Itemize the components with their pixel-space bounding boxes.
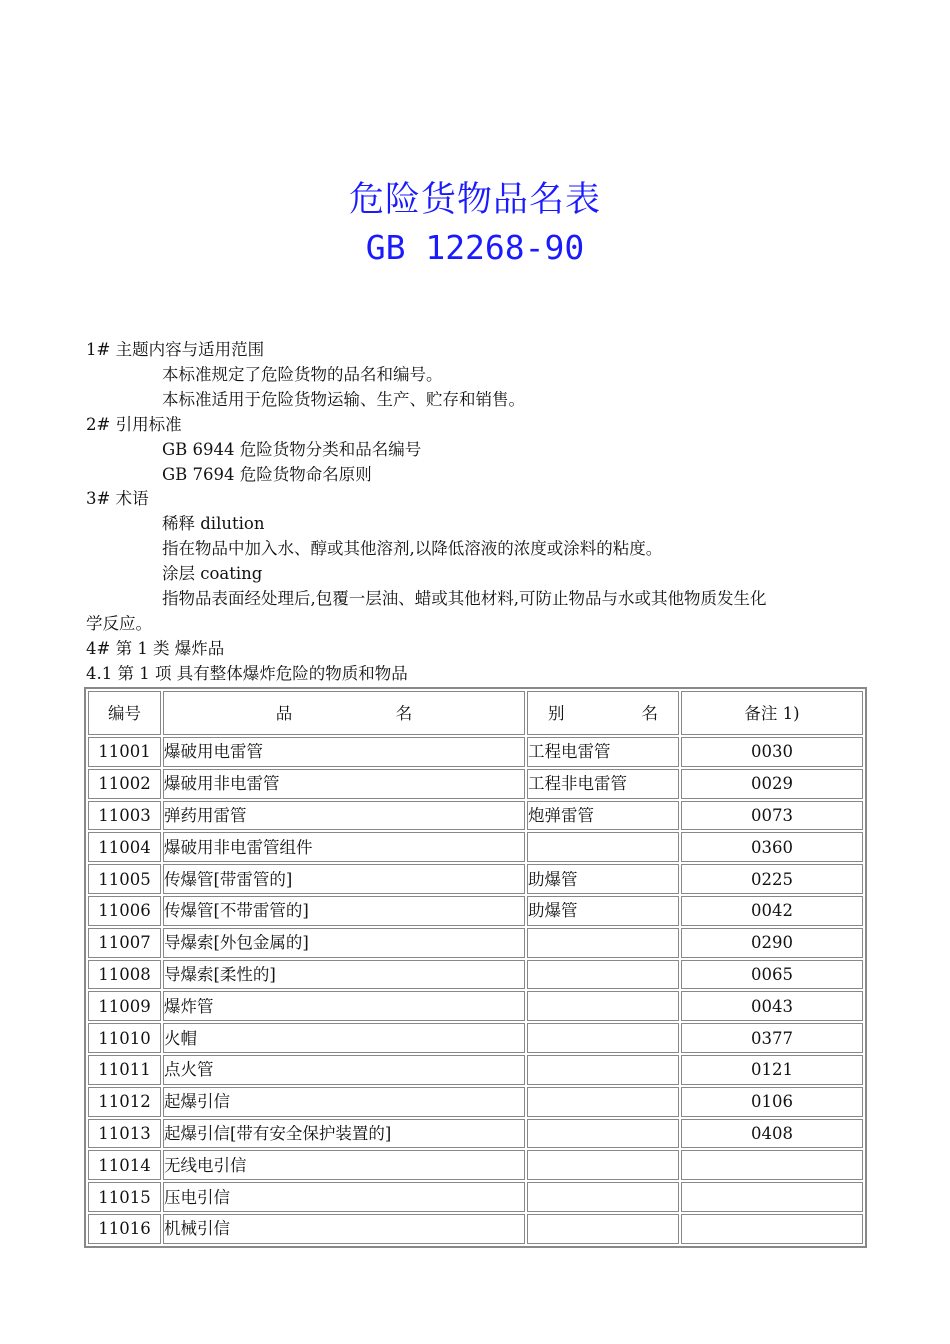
cell-alias [527,1055,679,1085]
cell-name: 火帽 [163,1023,525,1053]
cell-number: 11008 [88,960,161,990]
section-4-1-heading: 4.1 第 1 项 具有整体爆炸危险的物质和物品 [86,663,408,683]
table-row [88,991,863,1021]
cell-alias [527,928,679,958]
cell-number: 11005 [88,864,161,894]
reference-standard: GB 7694 危险货物命名原则 [162,464,372,484]
cell-name: 起爆引信[带有安全保护装置的] [163,1119,525,1149]
table-row [88,801,863,831]
table-row [88,1182,863,1212]
cell-alias [527,832,679,862]
cell-number: 11011 [88,1055,161,1085]
cell-note: 0360 [681,832,863,862]
cell-note [681,1150,863,1180]
header-name-char: 品 [275,703,293,723]
cell-alias [527,991,679,1021]
cell-number: 11002 [88,769,161,799]
section-2-heading: 2# 引用标准 [86,414,182,434]
table-row [88,928,863,958]
table-row [88,1214,863,1244]
cell-alias [527,1214,679,1244]
cell-note: 0029 [681,769,863,799]
cell-name: 无线电引信 [163,1150,525,1180]
standard-number: GB 12268-90 [365,228,585,267]
cell-name: 爆破用非电雷管组件 [163,832,525,862]
term-definition-continued: 学反应。 [86,613,152,633]
cell-number: 11001 [88,737,161,767]
cell-note: 0030 [681,737,863,767]
cell-note: 0106 [681,1087,863,1117]
term-definition: 指物品表面经处理后,包覆一层油、蜡或其他材料,可防止物品与水或其他物质发生化 [162,589,767,609]
term: 稀释 dilution [162,514,265,534]
cell-name: 导爆索[柔性的] [163,960,525,990]
table-header-row [88,691,863,735]
document-title: 危险货物品名表 [348,180,601,220]
table-row [88,1119,863,1149]
cell-number: 11016 [88,1214,161,1244]
cell-alias: 工程电雷管 [527,737,679,767]
table-row [88,832,863,862]
table-row [88,1055,863,1085]
header-name [163,691,525,735]
cell-name: 导爆索[外包金属的] [163,928,525,958]
cell-name: 传爆管[带雷管的] [163,864,525,894]
cell-number: 11006 [88,896,161,926]
cell-alias [527,1087,679,1117]
header-alias-char: 名 [641,703,658,723]
cell-alias [527,1182,679,1212]
cell-alias [527,960,679,990]
cell-number: 11004 [88,832,161,862]
section-4-heading: 4# 第 1 类 爆炸品 [86,638,225,658]
cell-note: 0290 [681,928,863,958]
cell-alias [527,1119,679,1149]
cell-alias [527,1150,679,1180]
cell-note: 0065 [681,960,863,990]
reference-standard: GB 6944 危险货物分类和品名编号 [162,439,422,459]
cell-name: 点火管 [163,1055,525,1085]
cell-note: 0225 [681,864,863,894]
cell-number: 11015 [88,1182,161,1212]
table-row [88,896,863,926]
cell-name: 弹药用雷管 [163,801,525,831]
cell-number: 11010 [88,1023,161,1053]
cell-alias [527,1023,679,1053]
cell-alias: 炮弹雷管 [527,801,679,831]
cell-number: 11003 [88,801,161,831]
table-row [88,737,863,767]
term: 涂层 coating [162,564,263,584]
cell-number: 11012 [88,1087,161,1117]
header-alias [527,691,679,735]
cell-number: 11014 [88,1150,161,1180]
cell-alias: 助爆管 [527,896,679,926]
dangerous-goods-table [84,687,867,1248]
cell-name: 起爆引信 [163,1087,525,1117]
cell-alias: 工程非电雷管 [527,769,679,799]
table-row [88,769,863,799]
section-1-heading: 1# 主题内容与适用范围 [86,340,265,359]
cell-note [681,1182,863,1212]
cell-number: 11007 [88,928,161,958]
cell-note [681,1214,863,1244]
cell-name: 机械引信 [163,1214,525,1244]
document-body [86,338,868,687]
header-number: 编号 [88,691,161,735]
cell-number: 11013 [88,1119,161,1149]
cell-name: 爆炸管 [163,991,525,1021]
header-note: 备注 1) [681,691,863,735]
cell-note: 0121 [681,1055,863,1085]
cell-name: 压电引信 [163,1182,525,1212]
cell-number: 11009 [88,991,161,1021]
cell-name: 传爆管[不带雷管的] [163,896,525,926]
cell-note: 0043 [681,991,863,1021]
section-1-paragraph: 本标准规定了危险货物的品名和编号。 [162,364,443,384]
cell-note: 0073 [681,801,863,831]
table-row [88,960,863,990]
cell-note: 0408 [681,1119,863,1149]
cell-alias: 助爆管 [527,864,679,894]
section-1-paragraph: 本标准适用于危险货物运输、生产、贮存和销售。 [162,389,525,409]
header-alias-char: 别 [548,703,565,723]
term-definition: 指在物品中加入水、醇或其他溶剂,以降低溶液的浓度或涂料的粘度。 [162,539,663,559]
cell-name: 爆破用电雷管 [163,737,525,767]
table-row [88,1150,863,1180]
header-name-char: 名 [395,703,413,723]
cell-note: 0377 [681,1023,863,1053]
table-row [88,1087,863,1117]
cell-name: 爆破用非电雷管 [163,769,525,799]
table-row [88,864,863,894]
cell-note: 0042 [681,896,863,926]
section-3-heading: 3# 术语 [86,489,149,509]
table-row [88,1023,863,1053]
